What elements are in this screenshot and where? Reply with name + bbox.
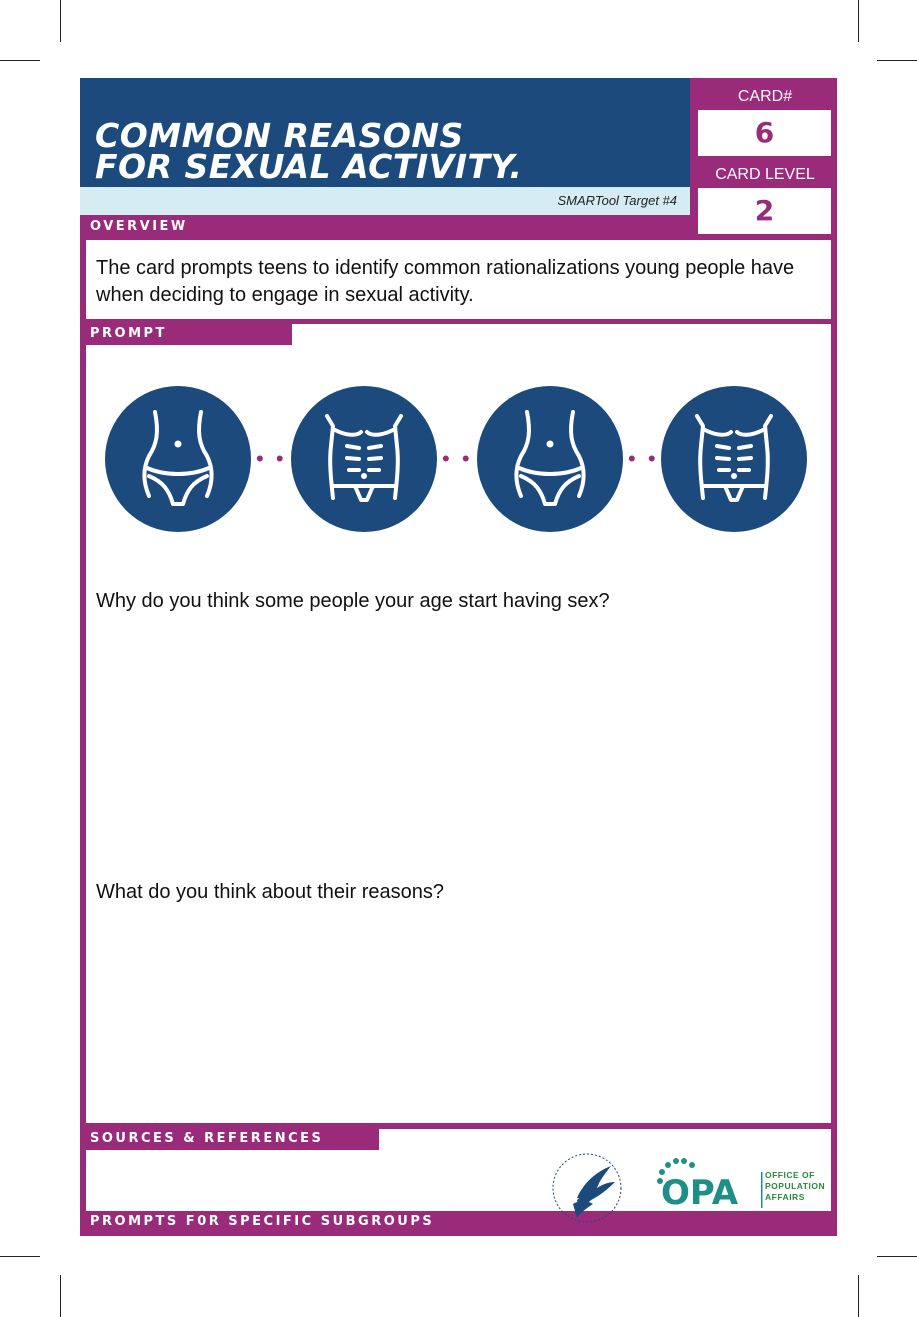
opa-wordmark: OPA — [661, 1173, 739, 1213]
body-icons-row — [105, 386, 807, 534]
female-torso-icon — [105, 386, 251, 532]
prompt-heading: PROMPT — [86, 323, 292, 345]
crop-mark — [60, 1275, 61, 1317]
prompt-question-1: Why do you think some people your age start having sex? — [96, 590, 610, 612]
crop-mark — [0, 60, 40, 61]
crop-mark — [858, 1275, 859, 1317]
prompt-question-2: What do you think about their reasons? — [96, 881, 444, 903]
card-level-value: 2 — [698, 188, 831, 234]
crop-mark — [60, 0, 61, 42]
connector-dots: • • — [256, 446, 287, 471]
crop-mark — [0, 1256, 40, 1257]
connector-dots: • • — [628, 446, 659, 471]
card-level-label: CARD LEVEL — [715, 166, 815, 183]
opa-logo-mark — [653, 1156, 773, 1216]
crop-mark — [877, 1256, 917, 1257]
connector-dots: • • — [442, 446, 473, 471]
hhs-eagle-logo — [547, 1148, 627, 1228]
overview-heading: OVERVIEW — [86, 216, 292, 238]
smartool-target: SMARTool Target #4 — [557, 193, 677, 208]
logos-area — [545, 1150, 835, 1230]
opa-office-text: OFFICE OF POPULATION AFFAIRS — [765, 1170, 826, 1202]
overview-text: The card prompts teens to identify common rationalizations young people have when deciding to engage in sexual activity. — [96, 257, 795, 306]
female-torso-icon — [477, 386, 623, 532]
crop-mark — [858, 0, 859, 42]
sources-heading: SOURCES & REFERENCES — [86, 1128, 379, 1150]
subgroups-heading: PROMPTS F0R SPECIFIC SUBGROUPS — [86, 1211, 510, 1233]
card-number-label: CARD# — [737, 88, 793, 105]
crop-mark — [877, 60, 917, 61]
card-number-value: 6 — [698, 110, 831, 156]
male-torso-icon — [661, 386, 807, 532]
card-title: COMMON REASONS FOR SEXUAL ACTIVITY. — [95, 116, 523, 186]
male-torso-icon — [291, 386, 437, 532]
